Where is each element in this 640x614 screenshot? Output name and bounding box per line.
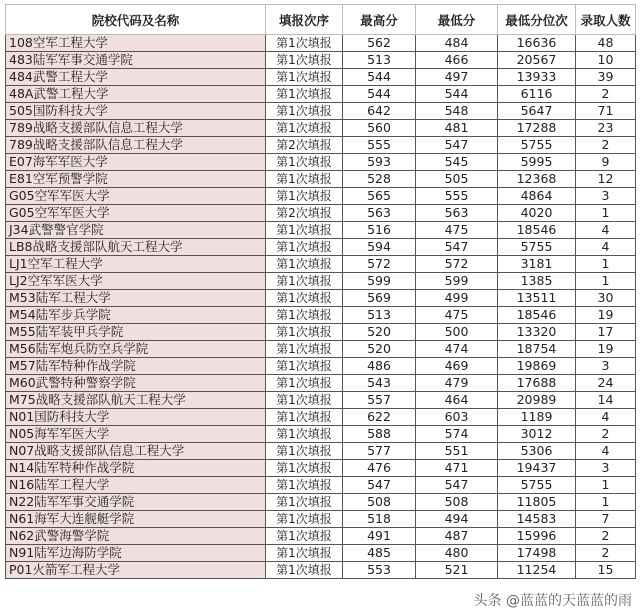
cell-admitted-count: 17 xyxy=(576,324,636,341)
cell-admitted-count: 3 xyxy=(576,358,636,375)
cell-max-score: 553 xyxy=(343,562,416,579)
cell-max-score: 562 xyxy=(343,35,416,52)
cell-admitted-count: 24 xyxy=(576,375,636,392)
cell-admitted-count: 1 xyxy=(576,256,636,273)
cell-min-rank: 6116 xyxy=(498,86,576,103)
cell-admitted-count: 15 xyxy=(576,562,636,579)
cell-min-rank: 14583 xyxy=(498,511,576,528)
table-row xyxy=(6,290,636,307)
admission-scores-table xyxy=(5,4,636,579)
cell-round: 第1次填报 xyxy=(266,35,343,52)
cell-max-score: 508 xyxy=(343,494,416,511)
cell-school-name: 108空军工程大学 xyxy=(6,35,266,52)
table-row xyxy=(6,205,636,222)
cell-round: 第1次填报 xyxy=(266,494,343,511)
table-row xyxy=(6,307,636,324)
cell-max-score: 518 xyxy=(343,511,416,528)
cell-min-rank: 13933 xyxy=(498,69,576,86)
cell-round: 第1次填报 xyxy=(266,256,343,273)
cell-min-score: 471 xyxy=(416,460,498,477)
cell-max-score: 593 xyxy=(343,154,416,171)
cell-min-score: 545 xyxy=(416,154,498,171)
cell-max-score: 485 xyxy=(343,545,416,562)
cell-max-score: 520 xyxy=(343,324,416,341)
cell-school-name: N62武警海警学院 xyxy=(6,528,266,545)
table-row xyxy=(6,341,636,358)
cell-round: 第1次填报 xyxy=(266,375,343,392)
cell-school-name: E07海军军医大学 xyxy=(6,154,266,171)
cell-admitted-count: 30 xyxy=(576,290,636,307)
cell-school-name: 484武警工程大学 xyxy=(6,69,266,86)
cell-min-score: 572 xyxy=(416,256,498,273)
cell-min-rank: 16636 xyxy=(498,35,576,52)
cell-school-name: LJ1空军工程大学 xyxy=(6,256,266,273)
cell-admitted-count: 14 xyxy=(576,392,636,409)
cell-admitted-count: 2 xyxy=(576,545,636,562)
cell-school-name: G05空军军医大学 xyxy=(6,188,266,205)
cell-admitted-count: 12 xyxy=(576,171,636,188)
cell-admitted-count: 10 xyxy=(576,52,636,69)
cell-min-score: 547 xyxy=(416,477,498,494)
table-row xyxy=(6,154,636,171)
cell-max-score: 599 xyxy=(343,273,416,290)
cell-min-score: 574 xyxy=(416,426,498,443)
cell-max-score: 622 xyxy=(343,409,416,426)
cell-round: 第2次填报 xyxy=(266,205,343,222)
cell-round: 第1次填报 xyxy=(266,477,343,494)
cell-min-rank: 17498 xyxy=(498,545,576,562)
table-row xyxy=(6,69,636,86)
cell-school-name: LB8战略支援部队航天工程大学 xyxy=(6,239,266,256)
cell-max-score: 476 xyxy=(343,460,416,477)
cell-round: 第1次填报 xyxy=(266,341,343,358)
cell-round: 第1次填报 xyxy=(266,307,343,324)
cell-round: 第2次填报 xyxy=(266,137,343,154)
cell-min-score: 505 xyxy=(416,171,498,188)
cell-min-score: 466 xyxy=(416,52,498,69)
cell-school-name: LJ2空军军医大学 xyxy=(6,273,266,290)
cell-min-rank: 5995 xyxy=(498,154,576,171)
cell-max-score: 543 xyxy=(343,375,416,392)
cell-round: 第1次填报 xyxy=(266,222,343,239)
table-row xyxy=(6,375,636,392)
cell-min-rank: 5755 xyxy=(498,239,576,256)
cell-round: 第1次填报 xyxy=(266,171,343,188)
cell-round: 第1次填报 xyxy=(266,188,343,205)
cell-min-score: 474 xyxy=(416,341,498,358)
cell-min-score: 464 xyxy=(416,392,498,409)
cell-min-score: 555 xyxy=(416,188,498,205)
table-row xyxy=(6,460,636,477)
cell-round: 第1次填报 xyxy=(266,358,343,375)
table-row xyxy=(6,358,636,375)
cell-min-rank: 5755 xyxy=(498,477,576,494)
cell-round: 第1次填报 xyxy=(266,103,343,120)
table-row xyxy=(6,324,636,341)
cell-school-name: N14陆军特种作战学院 xyxy=(6,460,266,477)
cell-school-name: J34武警警官学院 xyxy=(6,222,266,239)
cell-min-rank: 13320 xyxy=(498,324,576,341)
table-row xyxy=(6,120,636,137)
cell-admitted-count: 3 xyxy=(576,188,636,205)
cell-round: 第1次填报 xyxy=(266,52,343,69)
header-min-rank: 最低分位次 xyxy=(498,5,576,35)
cell-max-score: 560 xyxy=(343,120,416,137)
cell-min-rank: 5755 xyxy=(498,137,576,154)
cell-admitted-count: 9 xyxy=(576,154,636,171)
table-row xyxy=(6,222,636,239)
table-row xyxy=(6,52,636,69)
cell-min-rank: 12368 xyxy=(498,171,576,188)
cell-min-rank: 18546 xyxy=(498,307,576,324)
table-row xyxy=(6,137,636,154)
table-row xyxy=(6,409,636,426)
cell-min-rank: 20567 xyxy=(498,52,576,69)
cell-min-score: 547 xyxy=(416,137,498,154)
cell-round: 第1次填报 xyxy=(266,120,343,137)
cell-school-name: G05空军军医大学 xyxy=(6,205,266,222)
cell-round: 第1次填报 xyxy=(266,86,343,103)
table-header-row xyxy=(6,5,636,35)
table-row xyxy=(6,171,636,188)
cell-max-score: 563 xyxy=(343,205,416,222)
cell-min-rank: 19869 xyxy=(498,358,576,375)
cell-round: 第1次填报 xyxy=(266,426,343,443)
table-row xyxy=(6,477,636,494)
cell-min-score: 480 xyxy=(416,545,498,562)
cell-max-score: 544 xyxy=(343,69,416,86)
cell-min-score: 484 xyxy=(416,35,498,52)
cell-max-score: 513 xyxy=(343,52,416,69)
cell-admitted-count: 4 xyxy=(576,409,636,426)
cell-admitted-count: 1 xyxy=(576,494,636,511)
cell-min-score: 497 xyxy=(416,69,498,86)
cell-min-score: 479 xyxy=(416,375,498,392)
cell-admitted-count: 48 xyxy=(576,35,636,52)
cell-max-score: 565 xyxy=(343,188,416,205)
cell-min-rank: 3012 xyxy=(498,426,576,443)
cell-school-name: P01火箭军工程大学 xyxy=(6,562,266,579)
table-row xyxy=(6,86,636,103)
cell-min-score: 487 xyxy=(416,528,498,545)
cell-max-score: 520 xyxy=(343,341,416,358)
cell-school-name: N91陆军边海防学院 xyxy=(6,545,266,562)
cell-min-rank: 5647 xyxy=(498,103,576,120)
cell-school-name: N01国防科技大学 xyxy=(6,409,266,426)
header-admitted: 录取人数 xyxy=(576,5,636,35)
cell-admitted-count: 2 xyxy=(576,426,636,443)
cell-min-rank: 13511 xyxy=(498,290,576,307)
cell-max-score: 528 xyxy=(343,171,416,188)
cell-max-score: 544 xyxy=(343,86,416,103)
table-row xyxy=(6,511,636,528)
table-row xyxy=(6,528,636,545)
cell-min-rank: 3181 xyxy=(498,256,576,273)
cell-min-rank: 1189 xyxy=(498,409,576,426)
cell-school-name: 48A武警工程大学 xyxy=(6,86,266,103)
cell-school-name: E81空军预警学院 xyxy=(6,171,266,188)
cell-max-score: 557 xyxy=(343,392,416,409)
cell-school-name: M54陆军步兵学院 xyxy=(6,307,266,324)
cell-min-score: 603 xyxy=(416,409,498,426)
cell-max-score: 555 xyxy=(343,137,416,154)
cell-min-rank: 11254 xyxy=(498,562,576,579)
table-row xyxy=(6,273,636,290)
table-row xyxy=(6,562,636,579)
cell-school-name: 483陆军军事交通学院 xyxy=(6,52,266,69)
cell-max-score: 513 xyxy=(343,307,416,324)
cell-max-score: 516 xyxy=(343,222,416,239)
cell-min-score: 499 xyxy=(416,290,498,307)
cell-min-rank: 4020 xyxy=(498,205,576,222)
cell-min-score: 544 xyxy=(416,86,498,103)
cell-school-name: N22陆军军事交通学院 xyxy=(6,494,266,511)
cell-school-name: N61海军大连舰艇学院 xyxy=(6,511,266,528)
cell-school-name: M60武警特种警察学院 xyxy=(6,375,266,392)
cell-round: 第1次填报 xyxy=(266,392,343,409)
cell-min-rank: 19437 xyxy=(498,460,576,477)
cell-admitted-count: 2 xyxy=(576,137,636,154)
cell-round: 第1次填报 xyxy=(266,528,343,545)
cell-max-score: 642 xyxy=(343,103,416,120)
cell-admitted-count: 4 xyxy=(576,222,636,239)
cell-school-name: M75战略支援部队航天工程大学 xyxy=(6,392,266,409)
cell-min-rank: 4864 xyxy=(498,188,576,205)
table-row xyxy=(6,239,636,256)
table-row xyxy=(6,392,636,409)
header-school: 院校代码及名称 xyxy=(6,5,266,35)
cell-admitted-count: 71 xyxy=(576,103,636,120)
table-row xyxy=(6,188,636,205)
cell-school-name: 789战略支援部队信息工程大学 xyxy=(6,137,266,154)
cell-min-rank: 5306 xyxy=(498,443,576,460)
cell-max-score: 577 xyxy=(343,443,416,460)
cell-max-score: 491 xyxy=(343,528,416,545)
cell-min-score: 475 xyxy=(416,307,498,324)
cell-admitted-count: 3 xyxy=(576,460,636,477)
cell-round: 第1次填报 xyxy=(266,562,343,579)
cell-max-score: 572 xyxy=(343,256,416,273)
cell-min-score: 469 xyxy=(416,358,498,375)
header-max-score: 最高分 xyxy=(343,5,416,35)
table-row xyxy=(6,103,636,120)
cell-school-name: M55陆军装甲兵学院 xyxy=(6,324,266,341)
cell-min-rank: 18546 xyxy=(498,222,576,239)
header-round: 填报次序 xyxy=(266,5,343,35)
cell-admitted-count: 23 xyxy=(576,120,636,137)
cell-school-name: M53陆军工程大学 xyxy=(6,290,266,307)
cell-admitted-count: 7 xyxy=(576,511,636,528)
cell-min-rank: 20989 xyxy=(498,392,576,409)
cell-round: 第1次填报 xyxy=(266,239,343,256)
cell-max-score: 547 xyxy=(343,477,416,494)
table-row xyxy=(6,443,636,460)
cell-admitted-count: 19 xyxy=(576,307,636,324)
cell-school-name: N07战略支援部队信息工程大学 xyxy=(6,443,266,460)
table-row xyxy=(6,494,636,511)
cell-min-score: 500 xyxy=(416,324,498,341)
header-min-score: 最低分 xyxy=(416,5,498,35)
cell-round: 第1次填报 xyxy=(266,460,343,477)
cell-school-name: M57陆军特种作战学院 xyxy=(6,358,266,375)
cell-admitted-count: 39 xyxy=(576,69,636,86)
cell-max-score: 486 xyxy=(343,358,416,375)
cell-min-score: 599 xyxy=(416,273,498,290)
cell-round: 第1次填报 xyxy=(266,290,343,307)
cell-min-score: 521 xyxy=(416,562,498,579)
cell-school-name: N05海军军医大学 xyxy=(6,426,266,443)
cell-round: 第1次填报 xyxy=(266,69,343,86)
cell-admitted-count: 1 xyxy=(576,273,636,290)
cell-admitted-count: 1 xyxy=(576,205,636,222)
cell-round: 第1次填报 xyxy=(266,273,343,290)
cell-round: 第1次填报 xyxy=(266,511,343,528)
cell-min-score: 475 xyxy=(416,222,498,239)
cell-school-name: M56陆军炮兵防空兵学院 xyxy=(6,341,266,358)
cell-min-score: 563 xyxy=(416,205,498,222)
table-row xyxy=(6,256,636,273)
cell-min-rank: 1385 xyxy=(498,273,576,290)
cell-admitted-count: 1 xyxy=(576,477,636,494)
cell-min-rank: 17688 xyxy=(498,375,576,392)
cell-min-score: 548 xyxy=(416,103,498,120)
cell-admitted-count: 4 xyxy=(576,443,636,460)
cell-min-score: 494 xyxy=(416,511,498,528)
cell-min-score: 508 xyxy=(416,494,498,511)
cell-school-name: N16陆军工程大学 xyxy=(6,477,266,494)
cell-round: 第1次填报 xyxy=(266,154,343,171)
cell-admitted-count: 2 xyxy=(576,86,636,103)
table-row xyxy=(6,545,636,562)
cell-admitted-count: 19 xyxy=(576,341,636,358)
cell-school-name: 505国防科技大学 xyxy=(6,103,266,120)
table-row xyxy=(6,426,636,443)
cell-min-score: 551 xyxy=(416,443,498,460)
table-row xyxy=(6,35,636,52)
cell-round: 第1次填报 xyxy=(266,545,343,562)
cell-round: 第1次填报 xyxy=(266,324,343,341)
cell-min-score: 547 xyxy=(416,239,498,256)
cell-min-score: 481 xyxy=(416,120,498,137)
cell-min-rank: 18754 xyxy=(498,341,576,358)
cell-admitted-count: 2 xyxy=(576,528,636,545)
cell-max-score: 594 xyxy=(343,239,416,256)
watermark: 头条 @蓝蓝的天蓝蓝的雨 xyxy=(473,593,632,609)
cell-round: 第1次填报 xyxy=(266,443,343,460)
cell-round: 第1次填报 xyxy=(266,409,343,426)
cell-max-score: 569 xyxy=(343,290,416,307)
cell-min-rank: 17288 xyxy=(498,120,576,137)
cell-school-name: 789战略支援部队信息工程大学 xyxy=(6,120,266,137)
cell-admitted-count: 4 xyxy=(576,239,636,256)
cell-min-rank: 15996 xyxy=(498,528,576,545)
cell-min-rank: 11805 xyxy=(498,494,576,511)
cell-max-score: 588 xyxy=(343,426,416,443)
